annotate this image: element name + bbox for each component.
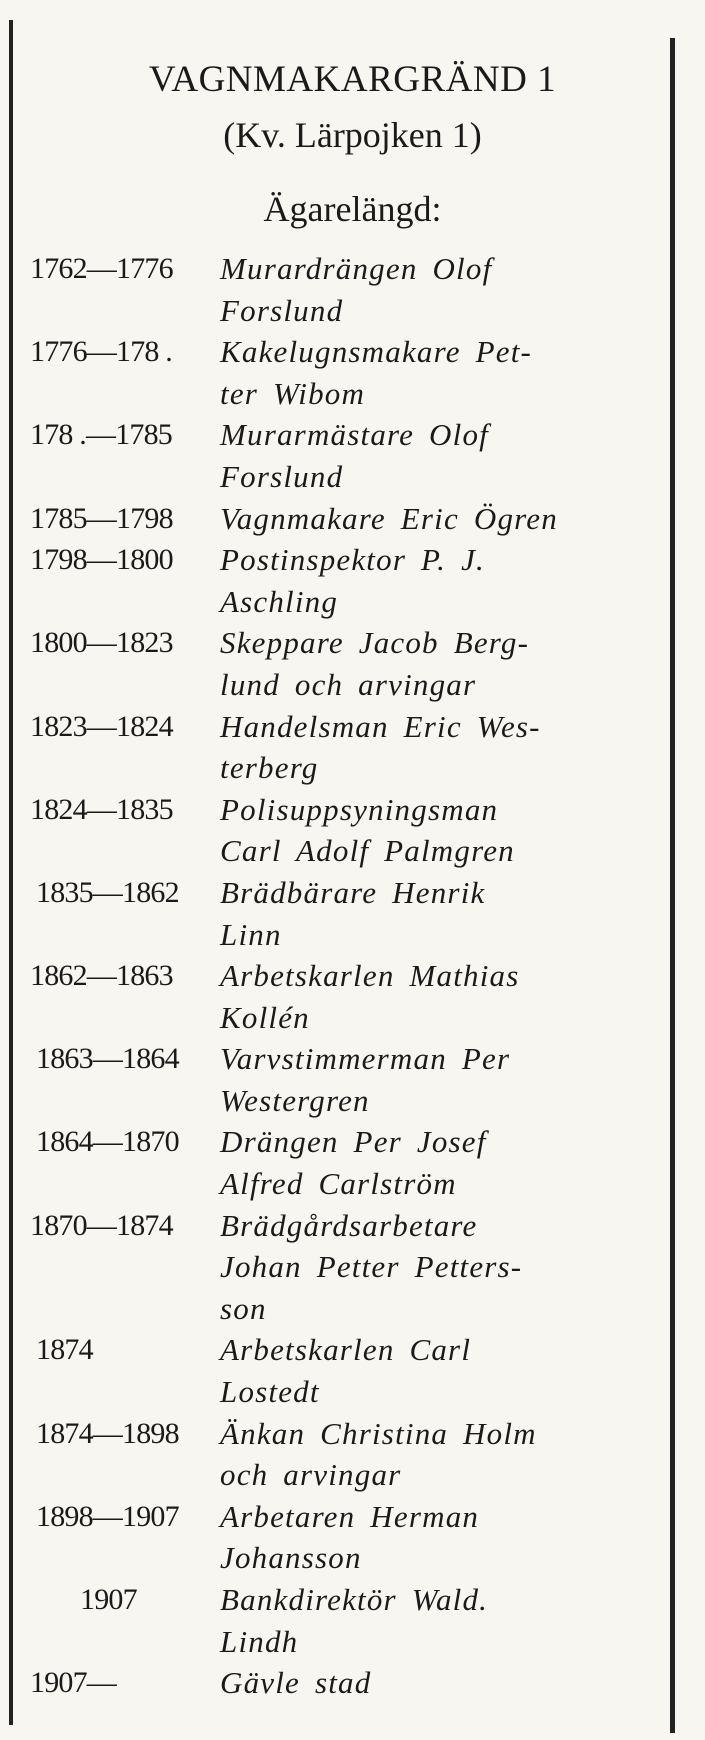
owner-name-line: son <box>220 1290 267 1326</box>
owner-name-line: Forslund <box>220 292 344 328</box>
owner-entry <box>30 248 665 331</box>
owner-entry <box>30 789 665 872</box>
owner-name-line: Carl Adolf Palmgren <box>220 833 515 869</box>
owner-name-line: Postinspektor P. J. <box>220 542 485 578</box>
owner-years: 178 .—1785 <box>30 418 173 452</box>
owner-entry <box>30 1038 665 1121</box>
owner-name-line: Forslund <box>220 458 344 494</box>
owner-years: 1762—1776 <box>30 252 173 285</box>
owner-name <box>220 331 665 414</box>
owner-name <box>220 872 665 955</box>
owner-entry <box>30 414 665 497</box>
owner-name <box>220 539 665 622</box>
owner-name-line: Gävle stad <box>220 1665 372 1701</box>
owner-name-line: ter Wibom <box>220 375 366 411</box>
owner-name-line: Drängen Per Josef <box>220 1124 487 1160</box>
owner-entry <box>30 706 665 789</box>
owner-entry <box>30 1329 665 1412</box>
owner-years: 1907 <box>80 1583 137 1616</box>
owner-name <box>220 622 665 705</box>
owner-years: 1862—1863 <box>30 959 173 993</box>
owner-name-line: Brädbärare Henrik <box>220 874 486 910</box>
owner-name-line: Murardrängen Olof <box>220 251 493 286</box>
owner-name <box>220 955 665 1038</box>
owner-name-line: Arbetskarlen Carl <box>220 1332 472 1368</box>
owner-name-line: Linn <box>220 916 282 952</box>
owner-name-line: Lostedt <box>220 1374 320 1410</box>
owner-entry <box>30 872 665 955</box>
owner-years: 1874 <box>36 1333 93 1367</box>
owner-name-line: Murarmästare Olof <box>220 417 489 453</box>
right-border-rule <box>670 38 675 1733</box>
owner-years: 1874—1898 <box>36 1416 179 1450</box>
owner-entry <box>30 1662 665 1704</box>
owner-list <box>30 248 665 1704</box>
owner-name-line: terberg <box>220 750 319 786</box>
owner-name-line: Lindh <box>220 1623 299 1659</box>
owner-name-line: Aschling <box>220 583 339 619</box>
owner-name <box>220 1205 665 1330</box>
owner-name-line: Brädgårdsarbetare <box>220 1207 478 1243</box>
owner-years: 1798—1800 <box>30 543 173 577</box>
owner-years: 1835—1862 <box>36 875 179 909</box>
owner-years: 1776—178 . <box>30 335 173 369</box>
owner-years: 1824—1835 <box>30 792 173 826</box>
owner-entry <box>30 1413 665 1496</box>
owner-years: 1785—1798 <box>30 501 173 535</box>
owner-name <box>220 498 665 540</box>
owner-name-line: Änkan Christina Holm <box>220 1415 537 1451</box>
owner-name <box>220 789 665 872</box>
owner-name-line: Johan Petter Petters- <box>220 1249 523 1285</box>
owner-entry <box>30 955 665 1038</box>
owner-name-line: Polisuppsyningsman <box>220 791 499 827</box>
section-heading: Ägarelängd: <box>263 189 442 229</box>
owner-name-line: Johansson <box>220 1540 362 1576</box>
page-title: VAGNMAKARGRÄND 1 <box>148 59 557 100</box>
owner-entry <box>30 1496 665 1579</box>
owner-entry <box>30 331 665 414</box>
owner-name-line: Arbetskarlen Mathias <box>220 958 520 994</box>
owner-entry <box>30 539 665 622</box>
owner-name <box>220 248 665 331</box>
owner-name-line: Vagnmakare Eric Ögren <box>220 500 558 536</box>
owner-name-line: Kakelugnsmakare Pet- <box>220 334 533 370</box>
page-subtitle: (Kv. Lärpojken 1) <box>223 115 482 155</box>
owner-entry <box>30 622 665 705</box>
owner-name <box>220 706 665 789</box>
owner-name <box>220 1413 665 1496</box>
owner-years: 1907— <box>30 1666 117 1700</box>
owner-name-line: lund och arvingar <box>220 666 477 702</box>
owner-entry <box>30 498 665 540</box>
owner-years: 1800—1823 <box>30 626 173 660</box>
owner-years: 1864—1870 <box>36 1125 179 1159</box>
owner-name <box>220 1579 665 1662</box>
owner-years: 1898—1907 <box>36 1499 179 1533</box>
owner-name-line: och arvingar <box>220 1457 402 1493</box>
owner-entry <box>30 1579 665 1662</box>
owner-years: 1870—1874 <box>30 1208 173 1242</box>
owner-name <box>220 1121 665 1204</box>
left-border-rule <box>9 20 13 1725</box>
owner-name-line: Arbetaren Herman <box>220 1498 480 1534</box>
owner-years: 1823—1824 <box>30 709 173 743</box>
owner-name <box>220 1662 665 1704</box>
owner-name <box>220 414 665 497</box>
owner-name <box>220 1038 665 1121</box>
owner-name-line: Varvstimmerman Per <box>220 1041 511 1077</box>
owner-name-line: Handelsman Eric Wes- <box>220 708 541 744</box>
owner-name-line: Bankdirektör Wald. <box>220 1582 489 1617</box>
owner-name <box>220 1329 665 1412</box>
owner-years: 1863—1864 <box>36 1042 179 1076</box>
owner-name-line: Alfred Carlström <box>220 1166 457 1202</box>
owner-name-line: Kollén <box>220 999 310 1035</box>
owner-entry <box>30 1121 665 1204</box>
owner-name <box>220 1496 665 1579</box>
owner-entry <box>30 1205 665 1330</box>
owner-name-line: Skeppare Jacob Berg- <box>220 625 530 661</box>
owner-name-line: Westergren <box>220 1082 370 1118</box>
